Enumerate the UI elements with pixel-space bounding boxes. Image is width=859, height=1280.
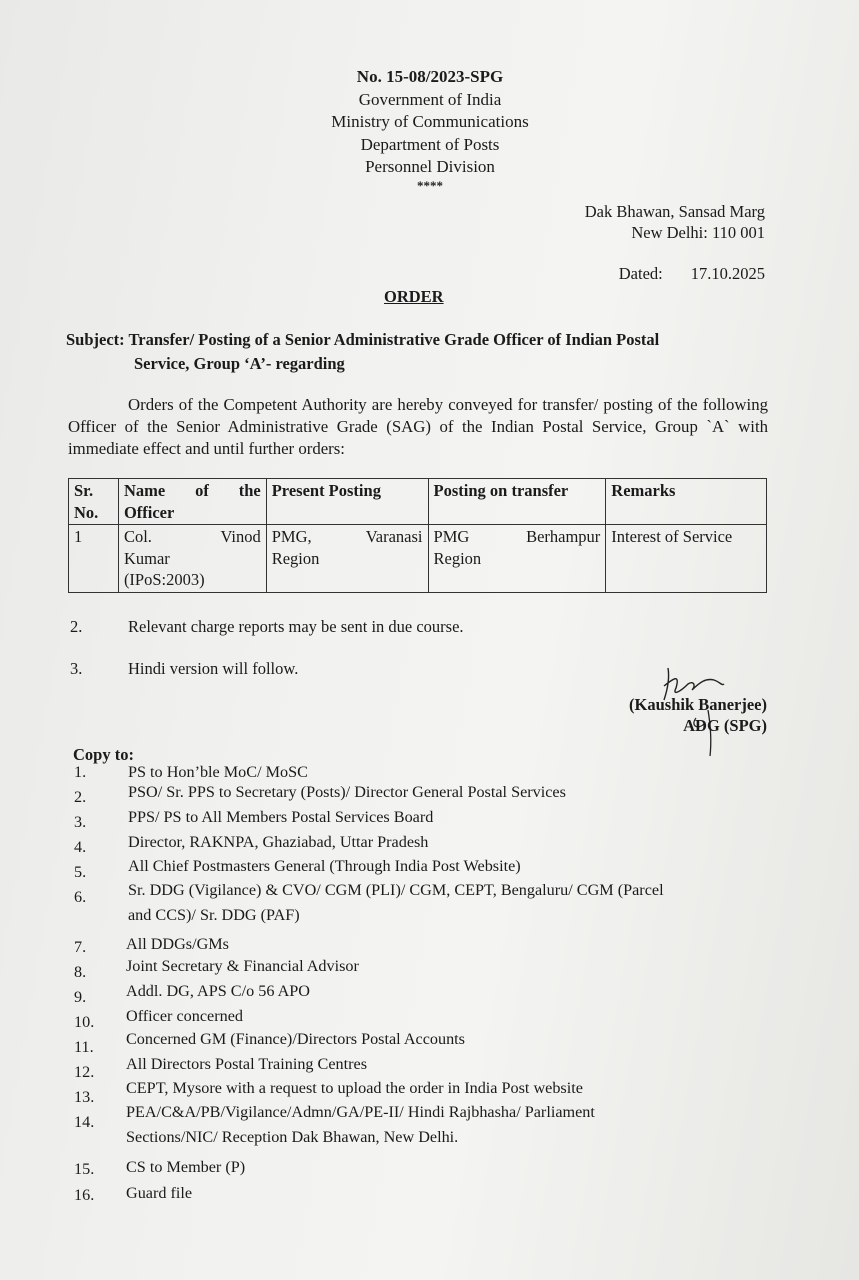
present-part: Region [271, 548, 320, 568]
item-number: 14. [74, 1113, 95, 1131]
list-item [74, 1158, 246, 1179]
order-title: ORDER [384, 287, 444, 306]
list-item [74, 783, 566, 807]
item-number: 2. [74, 788, 87, 806]
point-text: Relevant charge reports may be sent in due course. [128, 617, 464, 636]
letterhead [230, 66, 630, 193]
name-part: (IPoS:2003) [123, 570, 205, 589]
address-line-2: New Delhi: 110 001 [631, 223, 765, 242]
subject-line-2: Service, Group ‘A’- regarding [134, 354, 345, 373]
separator-stars: **** [417, 177, 443, 193]
file-number: No. 15-08/2023-SPG [356, 67, 504, 86]
copy-to-label: Copy to: [73, 745, 134, 764]
date-label: Dated: [618, 264, 663, 283]
item-number: 8. [74, 963, 87, 981]
item-text: Addl. DG, APS C/o 56 APO [126, 982, 310, 1000]
transfer-part: PMG [433, 527, 470, 546]
item-text: Sr. DDG (Vigilance) & CVO/ CGM (PLI)/ CGM, CEPT, Bengaluru/ CGM (Parcel [128, 881, 664, 899]
point-number: 2. [70, 617, 83, 636]
item-number: 12. [74, 1063, 95, 1081]
date-value: 17.10.2025 [690, 264, 765, 283]
signatory-name: (Kaushik Banerjee) [629, 695, 767, 714]
point-text: Hindi version will follow. [128, 659, 299, 678]
body-paragraph [68, 394, 768, 460]
item-number: 11. [74, 1038, 94, 1056]
department-line: Department of Posts [360, 134, 500, 154]
cell-transfer [428, 525, 606, 593]
division-line: Personnel Division [365, 157, 495, 176]
name-part: Col. [123, 527, 152, 546]
signatory-block [629, 694, 767, 736]
cell-sr: 1 [69, 525, 119, 593]
item-text: Director, RAKNPA, Ghaziabad, Uttar Pradesh [128, 833, 429, 851]
list-item [74, 763, 308, 782]
transfer-part: Region [433, 548, 482, 568]
item-text: All Directors Postal Training Centres [126, 1055, 368, 1073]
item-text: Joint Secretary & Financial Advisor [126, 957, 359, 975]
present-part: PMG, [271, 527, 312, 546]
item-number: 4. [74, 838, 87, 856]
item-text: PEA/C&A/PB/Vigilance/Admn/GA/PE-II/ Hindi Rajbhasha/ Parliament [126, 1103, 595, 1121]
item-text: CEPT, Mysore with a request to upload the order in India Post website [126, 1079, 583, 1097]
govt-line: Government of India [358, 89, 502, 109]
cell-remarks: Interest of Service [606, 525, 767, 593]
table-row [69, 525, 767, 593]
table-header-row [69, 479, 767, 525]
item-text: PPS/ PS to All Members Postal Services Board [128, 808, 434, 826]
item-number: 3. [74, 813, 87, 831]
item-number: 7. [74, 938, 87, 956]
point-number: 3. [70, 659, 83, 678]
list-item [74, 1103, 595, 1146]
list-item [74, 833, 429, 857]
address-line-1: Dak Bhawan, Sansad Marg [584, 202, 765, 221]
header-name: Name of the Officer [118, 479, 266, 525]
item-text: PSO/ Sr. PPS to Secretary (Posts)/ Director General Postal Services [128, 783, 566, 801]
address-block [585, 201, 765, 243]
list-item [74, 957, 359, 982]
cell-present [266, 525, 428, 593]
list-item [74, 935, 229, 957]
list-item [74, 1184, 193, 1205]
name-part: Vinod [220, 527, 261, 546]
item-number: 5. [74, 863, 87, 881]
item-text: Officer concerned [126, 1007, 243, 1025]
header-transfer: Posting on transfer [428, 479, 606, 525]
list-item [74, 1055, 368, 1082]
item-text: All Chief Postmasters General (Through India Post Website) [128, 857, 521, 875]
item-text-continued: and CCS)/ Sr. DDG (PAF) [128, 906, 300, 924]
cell-name [118, 525, 266, 593]
item-text-continued: Sections/NIC/ Reception Dak Bhawan, New Delhi. [126, 1128, 459, 1146]
item-number: 13. [74, 1088, 95, 1106]
item-text: Concerned GM (Finance)/Directors Postal Accounts [126, 1030, 465, 1048]
header-present: Present Posting [266, 479, 428, 525]
item-number: 16. [74, 1186, 95, 1204]
subject [66, 328, 768, 376]
name-part: Kumar [123, 548, 170, 568]
point-3 [70, 659, 298, 679]
item-text: All DDGs/GMs [126, 935, 229, 953]
paragraph-text: Orders of the Competent Authority are hereby conveyed for transfer/ posting of the following Officer of the Senior Administrative Grade (SAG) of the Indian Postal Service, Group `A` with immediate effect and until further orders: [68, 395, 768, 458]
list-item [74, 808, 434, 832]
item-number: 9. [74, 988, 87, 1006]
signatory-designation: ADG (SPG) [683, 716, 767, 735]
item-text: CS to Member (P) [126, 1158, 246, 1176]
list-item [74, 881, 664, 924]
list-item [74, 1079, 583, 1107]
item-text: PS to Hon’ble MoC/ MoSC [128, 763, 308, 781]
list-item [74, 857, 521, 882]
ministry-line: Ministry of Communications [331, 112, 529, 131]
item-number: 6. [74, 888, 87, 906]
subject-line-1: Subject: Transfer/ Posting of a Senior Administrative Grade Officer of Indian Postal [66, 330, 660, 349]
transfer-part: Berhampur [526, 527, 601, 546]
point-2 [70, 617, 464, 637]
item-number: 10. [74, 1013, 95, 1031]
list-item [74, 982, 310, 1007]
item-text: Guard file [126, 1184, 193, 1202]
date-line [619, 264, 765, 284]
header-remarks: Remarks [606, 479, 767, 525]
list-item [74, 1030, 465, 1057]
header-sr: Sr. No. [69, 479, 119, 525]
item-number: 15. [74, 1160, 95, 1178]
transfer-table [68, 478, 767, 593]
list-item [74, 1007, 243, 1032]
present-part: Varanasi [365, 527, 423, 546]
item-number: 1. [74, 763, 87, 781]
